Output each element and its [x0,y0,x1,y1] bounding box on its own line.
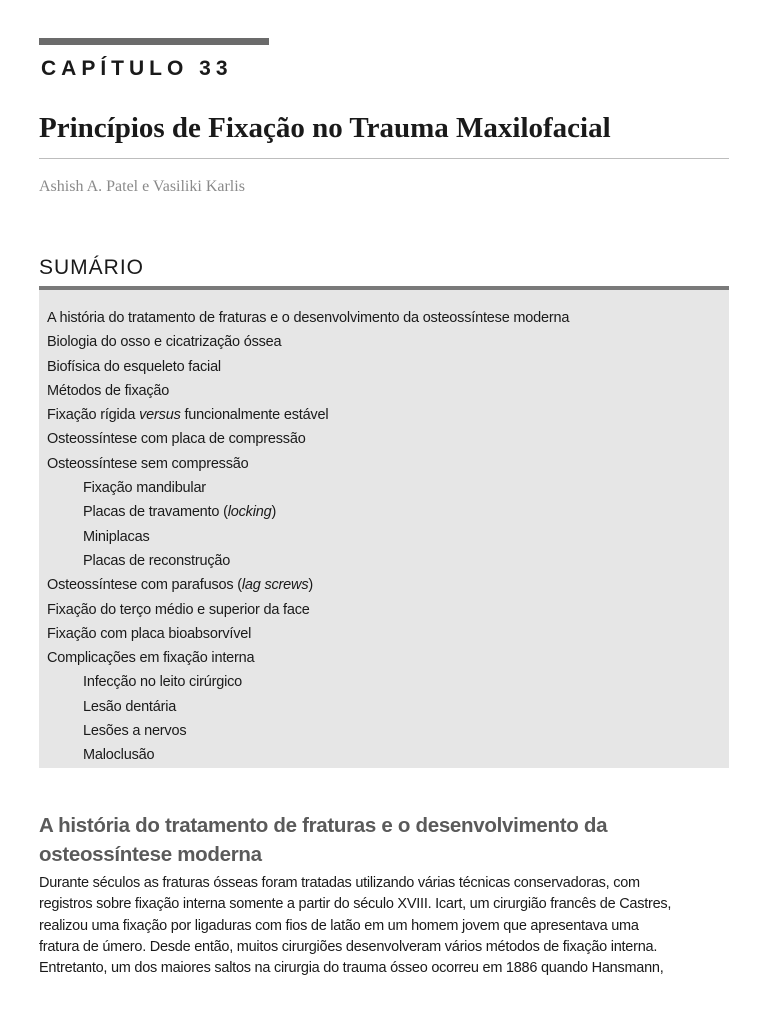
summary-subitem: Fixação mandibular [83,480,206,497]
chapter-title: Princípios de Fixação no Trauma Maxilofacial [39,112,611,144]
summary-item: Métodos de fixação [47,382,170,399]
section-heading: A história do tratamento de fraturas e o desenvolvimento da osteossíntese moderna [39,814,608,866]
summary-item: Biologia do osso e cicatrização óssea [47,334,282,351]
summary-item: Complicações em fixação interna [47,650,255,667]
summary-item: A história do tratamento de fraturas e o desenvolvimento da osteossíntese moderna [47,310,570,326]
body-line: Entretanto, um dos maiores saltos na cirurgia do trauma ósseo ocorreu em 1886 quando Hansmann, [39,960,664,977]
summary-subitem: Miniplacas [83,528,150,545]
body-line: Durante séculos as fraturas ósseas foram tratadas utilizando várias técnicas conservadoras, com [39,875,640,891]
summary-subitem: Placas de reconstrução [83,552,231,569]
chapter-top-bar [39,38,269,45]
title-divider [39,158,729,159]
summary-item: Fixação do terço médio e superior da face [47,601,310,618]
summary-item: Biofísica do esqueleto facial [47,358,221,375]
summary-subitem: Placas de travamento (locking) [83,504,277,521]
body-line: fratura de úmero. Desde então, muitos cirurgiões desenvolveram vários métodos de fixação interna. [39,938,658,955]
summary-list [47,306,569,768]
summary-box [39,286,729,768]
summary-subitem: Lesões a nervos [83,723,187,740]
summary-subitem: Lesão dentária [83,698,177,715]
summary-heading: SUMÁRIO [39,256,145,279]
summary-item: Fixação com placa bioabsorvível [47,625,252,642]
body-line: registros sobre fixação interna somente a partir do século XVIII. Icart, um cirurgião francês de Castres, [39,896,672,913]
chapter-label: CAPÍTULO 33 [41,57,233,80]
summary-item: Osteossíntese com placa de compressão [47,431,306,448]
summary-item: Osteossíntese sem compressão [47,455,249,472]
chapter-authors: Ashish A. Patel e Vasiliki Karlis [39,178,245,195]
body-line: realizou uma fixação por ligaduras com fios de latão em um homem jovem que apresentava uma [39,917,639,934]
section-body [39,873,729,979]
summary-subitem: Maloclusão [83,747,155,764]
summary-item: Fixação rígida versus funcionalmente estável [47,407,329,424]
summary-subitem: Infecção no leito cirúrgico [83,674,243,691]
summary-item: Osteossíntese com parafusos (lag screws) [47,577,314,594]
